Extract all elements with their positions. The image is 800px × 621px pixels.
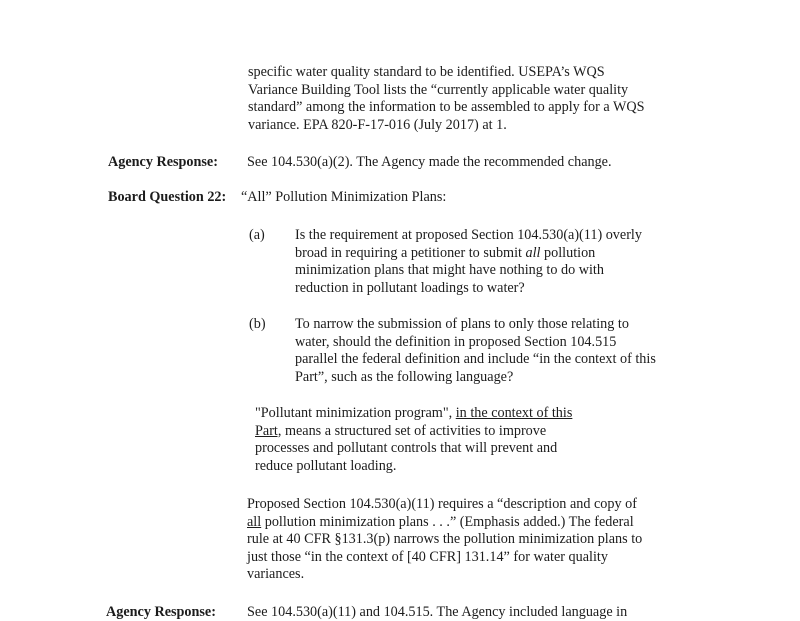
intro-line: Variance Building Tool lists the “currently applicable water quality xyxy=(248,81,629,98)
item-b-marker: (b) xyxy=(249,316,266,332)
intro-line: variance. EPA 820-F-17-016 (July 2017) at 1. xyxy=(248,116,507,133)
item-a-marker: (a) xyxy=(249,227,265,243)
quote-text-part: means a structured set of activities to improve xyxy=(281,422,547,439)
intro-line: specific water quality standard to be identified. USEPA’s WQS xyxy=(248,64,605,80)
explanation-text-part: pollution minimization plans . . .” (Emphasis added.) The federal xyxy=(261,513,634,530)
explanation-paragraph xyxy=(247,496,642,584)
agency-response-text: See 104.530(a)(11) and 104.515. The Agency included language in xyxy=(247,604,628,620)
item-a-line: minimization plans that might have nothing to do with xyxy=(295,262,604,279)
quote-line xyxy=(255,423,572,441)
item-b-line: water, should the definition in proposed Section 104.515 xyxy=(295,333,617,350)
agency-response-label: Agency Response: xyxy=(108,154,218,170)
item-a-text xyxy=(295,227,642,297)
explanation-line: Proposed Section 104.530(a)(11) requires a “description and copy of xyxy=(247,496,637,512)
quote-text-part: "Pollutant minimization program", xyxy=(255,405,456,421)
board-question-label: Board Question 22: xyxy=(108,189,227,205)
item-b-text xyxy=(295,316,656,386)
item-a-line: Is the requirement at proposed Section 104.530(a)(11) overly xyxy=(295,227,642,243)
explanation-line: just those “in the context of [40 CFR] 131.14” for water quality xyxy=(247,548,608,565)
intro-paragraph xyxy=(248,64,645,134)
item-b-line: Part”, such as the following language? xyxy=(295,368,514,385)
item-a-text-part: pollution xyxy=(540,244,596,261)
explanation-underlined: all xyxy=(247,513,262,530)
explanation-line: variances. xyxy=(247,566,305,583)
quote-underlined: in the context of this xyxy=(455,405,573,421)
item-a-text-part: broad in requiring a petitioner to submit xyxy=(295,244,526,261)
agency-response-text: See 104.530(a)(2). The Agency made the recommended change. xyxy=(247,154,612,170)
quoted-definition xyxy=(255,405,572,475)
item-a-line xyxy=(295,245,642,263)
quote-line xyxy=(255,405,572,423)
quote-underlined: Part, xyxy=(255,422,282,439)
explanation-line xyxy=(247,514,642,532)
intro-line: standard” among the information to be assembled to apply for a WQS xyxy=(248,99,645,116)
quote-line: processes and pollutant controls that will prevent and xyxy=(255,440,558,457)
item-b-line: To narrow the submission of plans to only those relating to xyxy=(295,316,629,332)
quote-line: reduce pollutant loading. xyxy=(255,457,397,474)
item-a-emphasis: all xyxy=(525,244,541,261)
explanation-line: rule at 40 CFR §131.3(p) narrows the pollution minimization plans to xyxy=(247,531,643,548)
board-question-title: “All” Pollution Minimization Plans: xyxy=(241,189,447,205)
item-b-line: parallel the federal definition and include “in the context of this xyxy=(295,351,656,368)
agency-response-label: Agency Response: xyxy=(106,604,216,620)
item-a-line: reduction in pollutant loadings to water? xyxy=(295,279,525,296)
